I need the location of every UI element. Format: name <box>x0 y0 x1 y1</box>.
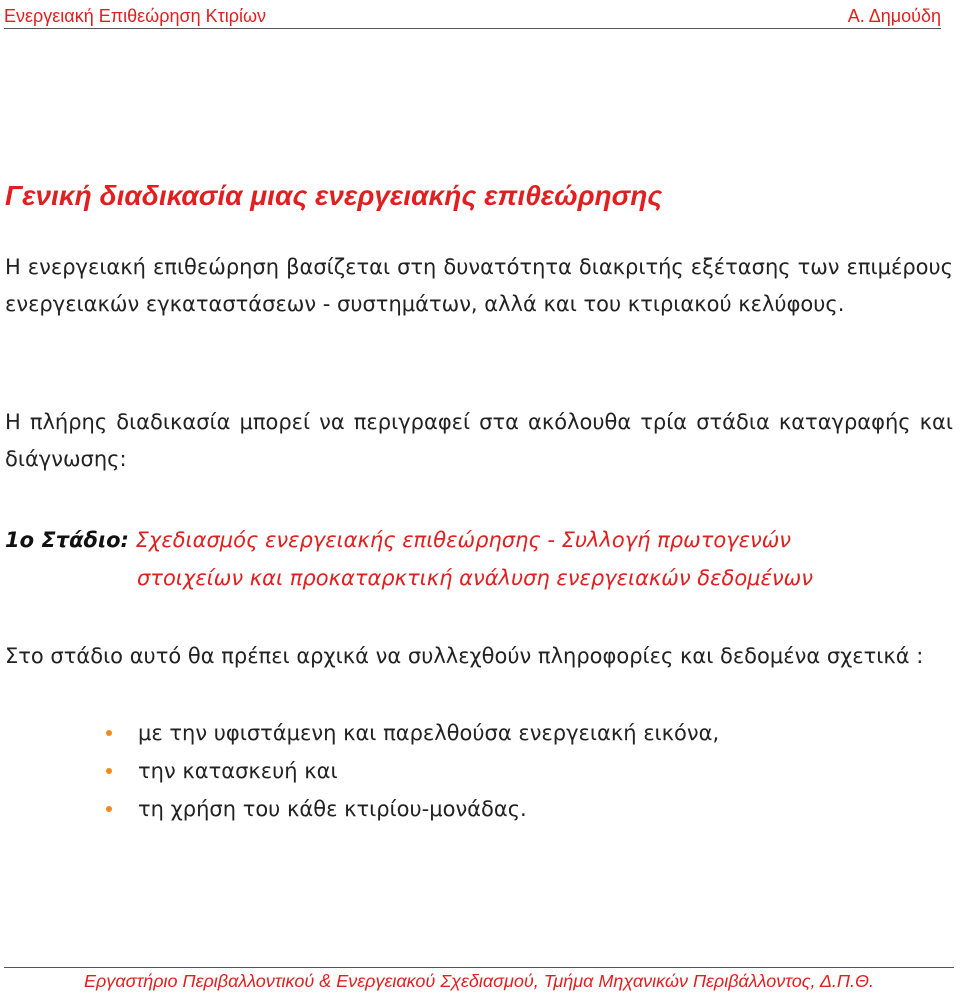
list-item <box>100 790 719 828</box>
list-item <box>100 752 719 790</box>
bullet-icon <box>106 730 112 736</box>
list-item-text: με την υφιστάμενη και παρελθούσα ενεργειακή εικόνα, <box>138 721 720 745</box>
paragraph-stage-details: Στο στάδιο αυτό θα πρέπει αρχικά να συλλεχθούν πληροφορίες και δεδομένα σχετικά : <box>5 644 924 668</box>
stage-heading <box>5 521 953 597</box>
section-title: Γενική διαδικασία μιας ενεργειακής επιθεώρησης <box>5 180 663 211</box>
page-header <box>4 4 941 29</box>
list-item <box>100 714 719 752</box>
list-item-text: την κατασκευή και <box>138 759 338 783</box>
stage-title-line1: Σχεδιασμός ενεργειακής επιθεώρησης - Συλλογή πρωτογενών <box>135 528 792 552</box>
header-document-title: Ενεργειακή Επιθεώρηση Κτιρίων <box>4 6 267 26</box>
header-author: Α. Δημούδη <box>847 6 941 26</box>
bullet-icon <box>106 768 112 774</box>
paragraph-intro: Η ενεργειακή επιθεώρηση βασίζεται στη δυνατότητα διακριτής εξέτασης των επιμέρους ενεργειακών εγκαταστάσεων - συστημάτων, αλλά και του κτιριακού κελύφους. <box>5 255 953 316</box>
list-item-text: τη χρήση του κάθε κτιρίου-μονάδας. <box>138 797 527 821</box>
bullet-icon <box>106 806 112 812</box>
paragraph-stages: Η πλήρης διαδικασία μπορεί να περιγραφεί στα ακόλουθα τρία στάδια καταγραφής και διάγνωσης: <box>5 410 953 471</box>
bullet-list <box>100 714 719 828</box>
stage-label: 1ο Στάδιο: <box>5 528 129 552</box>
page-footer: Εργαστήριο Περιβαλλοντικού & Ενεργειακού Σχεδιασμού, Τμήμα Μηχανικών Περιβάλλοντος, Δ.Π.Θ. <box>4 967 954 992</box>
stage-title-line2: στοιχείων και προκαταρκτική ανάλυση ενεργειακών δεδομένων <box>137 566 813 590</box>
